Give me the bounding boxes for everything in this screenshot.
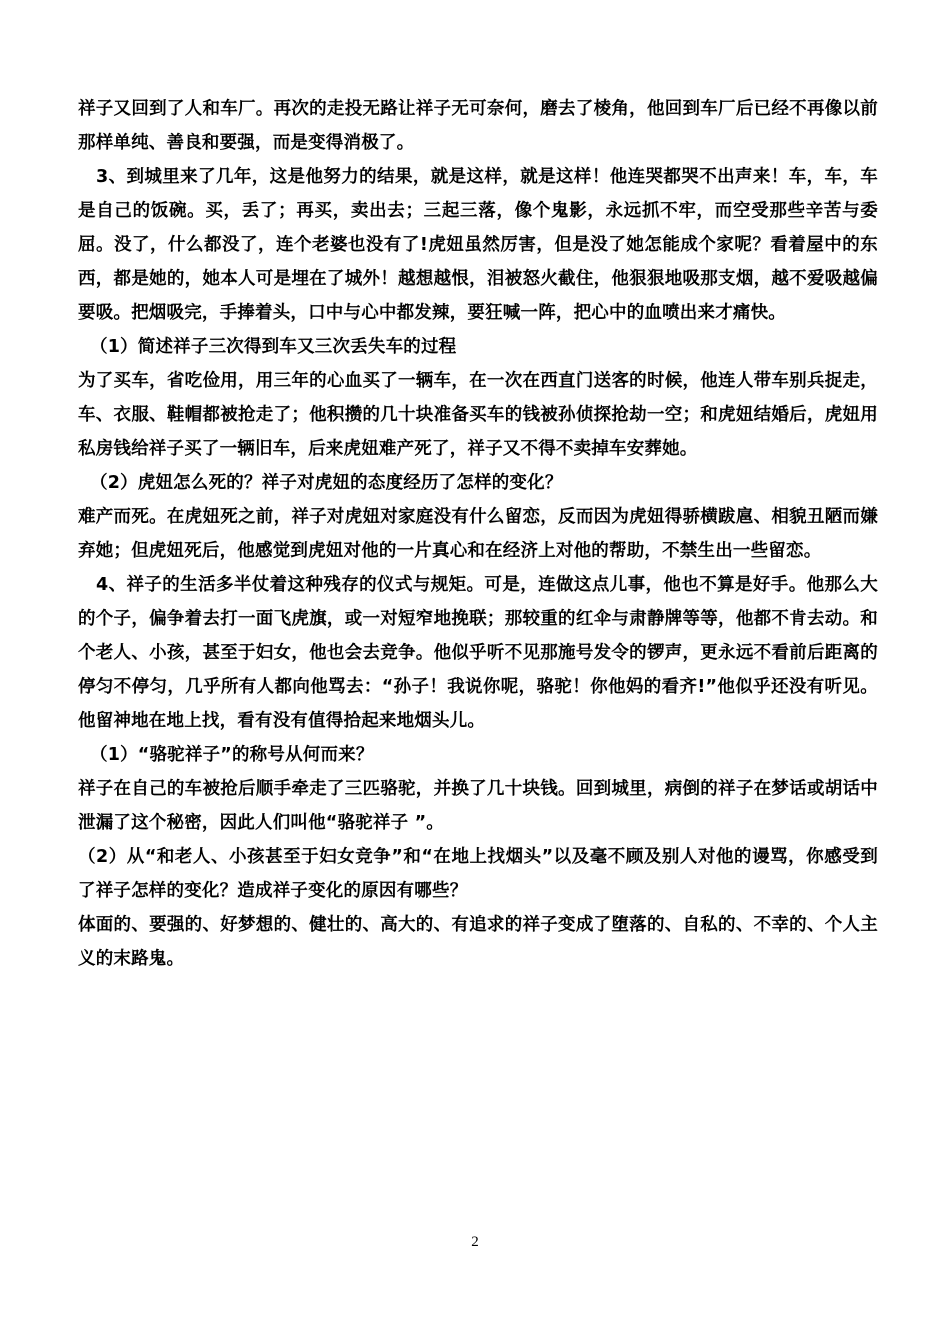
- answer-4-1: 祥子在自己的车被抢后顺手牵走了三匹骆驼，并换了几十块钱。回到城里，病倒的祥子在梦话或胡话中泄漏了这个秘密，因此人们叫他“骆驼祥子 ”。: [78, 779, 878, 833]
- document-body: [78, 92, 878, 976]
- paragraph-excerpt-4: 4、祥子的生活多半仗着这种残存的仪式与规矩。可是，连做这点儿事，他也不算是好手。他那么大的个子，偏争着去打一面飞虎旗，或一对短窄地挽联；那较重的红伞与肃静牌等等，他都不肯去动。和个老人、小孩，甚至于妇女，他也会去竞争。他似乎听不见那施号发令的锣声，更永远不看前后距离的停匀不停匀，几乎所有人都向他骂去：“孙子！我说你呢，骆驼！你他妈的看齐!”他似乎还没有听见。他留神地在地上找，看有没有值得拾起来地烟头儿。: [78, 575, 878, 731]
- page-number: 2: [471, 1234, 479, 1250]
- question-4-1: （1）“骆驼祥子”的称号从何而来？: [90, 745, 374, 765]
- answer-3-2: 难产而死。在虎妞死之前，祥子对虎妞对家庭没有什么留恋，反而因为虎妞得骄横跋扈、相貌丑陋而嫌弃她；但虎妞死后，他感觉到虎妞对他的一片真心和在经济上对他的帮助，不禁生出一些留恋。: [78, 507, 878, 561]
- question-3-2: （2）虎妞怎么死的？祥子对虎妞的态度经历了怎样的变化？: [90, 473, 563, 493]
- question-4-2: （2）从“和老人、小孩甚至于妇女竞争”和“在地上找烟头”以及毫不顾及别人对他的谩骂，你感受到了祥子怎样的变化？造成祥子变化的原因有哪些？: [78, 847, 878, 901]
- paragraph-excerpt-3: 3、到城里来了几年，这是他努力的结果，就是这样，就是这样！他连哭都哭不出声来！车，车，车是自己的饭碗。买，丢了；再买，卖出去；三起三落，像个鬼影，永远抓不牢，而空受那些辛苦与委屈。没了，什么都没了，连个老婆也没有了!虎妞虽然厉害，但是没了她怎能成个家呢？看着屋中的东西，都是她的，她本人可是埋在了城外！越想越恨，泪被怒火截住，他狠狠地吸那支烟，越不爱吸越偏要吸。把烟吸完，手捧着头，口中与心中都发辣，要狂喊一阵，把心中的血喷出来才痛快。: [78, 167, 878, 323]
- paragraph-answer-continuation: 祥子又回到了人和车厂。再次的走投无路让祥子无可奈何，磨去了棱角，他回到车厂后已经不再像以前那样单纯、善良和要强，而是变得消极了。: [78, 99, 878, 153]
- question-3-1: （1）简述祥子三次得到车又三次丢失车的过程: [90, 337, 457, 357]
- answer-3-1: 为了买车，省吃俭用，用三年的心血买了一辆车，在一次在西直门送客的时候，他连人带车别兵捉走，车、衣服、鞋帽都被抢走了；他积攒的几十块准备买车的钱被孙侦探抢劫一空；和虎妞结婚后，虎妞用私房钱给祥子买了一辆旧车，后来虎妞难产死了，祥子又不得不卖掉车安葬她。: [78, 371, 878, 459]
- answer-4-2: 体面的、要强的、好梦想的、健壮的、高大的、有追求的祥子变成了堕落的、自私的、不幸的、个人主义的末路鬼。: [78, 915, 878, 969]
